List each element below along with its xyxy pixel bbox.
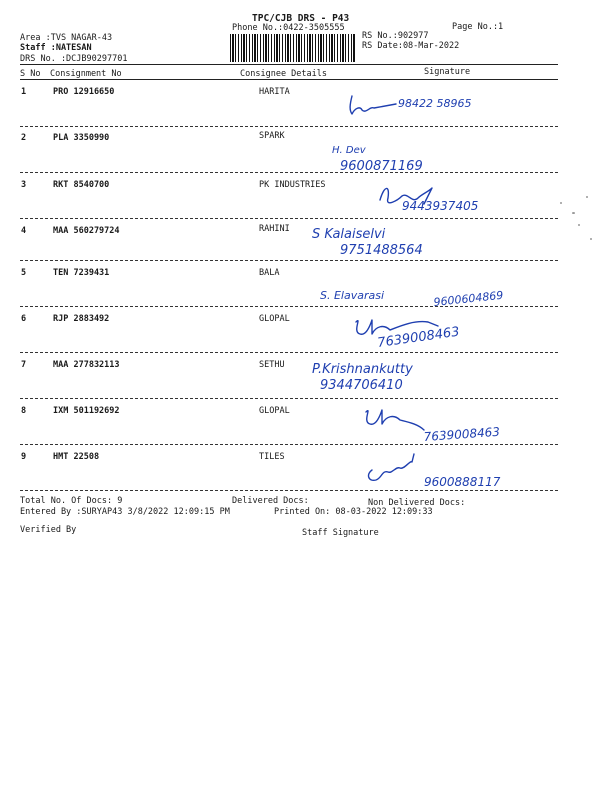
row-sno: 1 [21,87,27,97]
signature-row-4 [312,227,423,258]
column-header-sno: S No [20,69,41,79]
row-sno: 4 [21,226,27,236]
rs-number: RS No.:902977 [362,31,429,41]
row-consignment-no: TEN 7239431 [53,268,110,278]
row-consignee: TILES [259,452,285,462]
row-consignment-no: PRO 12916650 [53,87,115,97]
signature-row-2 [332,145,423,174]
signature-row-8 [366,410,500,444]
row-consignee: BALA [259,268,280,278]
signature-phone: 9600871169 [340,159,423,174]
signature-phone: 9344706410 [320,378,403,393]
row-consignee: GLOPAL [259,314,290,324]
signature-row-6 [356,320,460,351]
row-consignee: GLOPAL [259,406,290,416]
row-consignee: RAHINI [259,224,290,234]
row-consignment-no: MAA 277832113 [53,360,120,370]
row-consignment-no: HMT 22508 [53,452,100,462]
signature-phone: 9751488564 [340,243,423,258]
staff-signature-label: Staff Signature [302,528,379,538]
row-consignment-no: RKT 8540700 [53,180,110,190]
signature-name: S. Elavarasi [320,289,385,302]
signature-name: P.Krishnankutty [312,362,413,377]
staff-field: Staff :NATESAN [20,43,92,53]
scan-speck [590,238,592,240]
rs-date: RS Date:08-Mar-2022 [362,41,460,51]
delivered-docs: Delivered Docs: [232,496,309,506]
signature-row-1 [350,96,471,114]
signature-phone: 9600604869 [432,288,504,309]
drs-number: DRS No. :DCJB90297701 [20,54,128,64]
row-consignment-no: MAA 560279724 [53,226,120,236]
row-sno: 6 [21,314,27,324]
printed-on: Printed On: 08-03-2022 12:09:33 [274,507,433,517]
column-header-signature: Signature [424,67,471,77]
scan-speck [572,212,575,214]
total-docs: Total No. Of Docs: 9 [20,496,123,506]
scan-speck [586,196,588,198]
row-sno: 7 [21,360,27,370]
signature-row-5 [320,289,504,309]
non-delivered-docs: Non Delivered Docs: [368,498,466,508]
column-header-consignment: Consignment No [50,69,122,79]
scan-speck [578,224,580,226]
row-consignment-no: RJP 2883492 [53,314,110,324]
row-consignment-no: PLA 3350990 [53,133,110,143]
row-consignee: HARITA [259,87,290,97]
row-sno: 2 [21,133,27,143]
row-consignee: SETHU [259,360,285,370]
signature-phone: 7639008463 [423,424,501,444]
signature-row-3 [380,188,478,213]
row-consignee: PK INDUSTRIES [259,180,326,190]
document-title: TPC/CJB DRS - P43 [252,13,350,24]
signature-phone: 98422 58965 [398,97,472,110]
row-sno: 3 [21,180,27,190]
signature-row-7 [312,362,413,393]
verified-by-label: Verified By [20,525,77,535]
row-consignment-no: IXM 501192692 [53,406,120,416]
scan-speck [560,202,562,204]
row-consignee: SPARK [259,131,285,141]
signature-phone: 9600888117 [424,475,501,489]
signature-phone: 9443937405 [402,199,479,213]
row-sno: 9 [21,452,27,462]
signature-phone: 7639008463 [376,324,461,351]
row-sno: 5 [21,268,27,278]
signature-row-9 [369,454,501,489]
area-field: Area :TVS NAGAR-43 [20,33,113,43]
signature-name: H. Dev [332,145,366,156]
column-header-consignee: Consignee Details [240,69,327,79]
page-number: Page No.:1 [452,22,504,32]
entered-by: Entered By :SURYAP43 3/8/2022 12:09:15 PM [20,507,230,517]
row-sno: 8 [21,406,27,416]
phone-number: Phone No.:0422-3505555 [232,23,345,33]
signature-name: S Kalaiselvi [312,227,386,242]
